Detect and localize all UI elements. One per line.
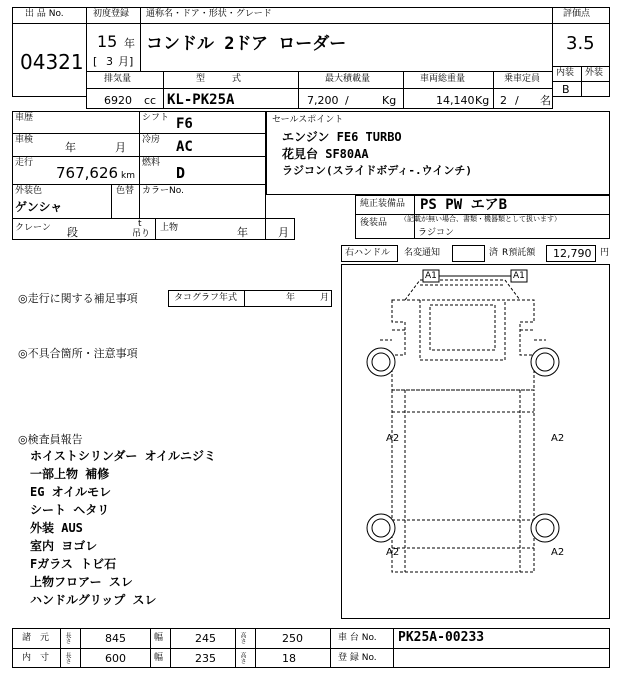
damage-mark: A2	[551, 433, 565, 444]
max-load-label: 最大積載量	[325, 74, 371, 84]
interior-label: 内装	[556, 68, 575, 78]
driving-label: ◎走行に関する補足事項	[18, 292, 138, 305]
damage-mark: A2	[386, 433, 400, 444]
len-label: 長さ	[64, 632, 71, 644]
interior-grade: B	[562, 83, 570, 96]
inspection-year: 年	[65, 141, 76, 154]
inspector-line: EG オイルモレ	[30, 485, 112, 499]
reg-year: 15	[97, 32, 118, 51]
capacity-label: 乗車定員	[504, 74, 541, 84]
tacho-label: タコグラフ年式	[174, 293, 238, 303]
exterior-label: 外装	[585, 68, 604, 78]
inspection-month: 月	[115, 141, 126, 154]
damage-mark: A1	[425, 271, 437, 281]
color-no-label: 色替	[116, 186, 135, 196]
first-reg-label: 初度登録	[93, 9, 130, 19]
gross-weight-label: 車両総重量	[420, 74, 466, 84]
len-label: 長さ	[64, 652, 71, 664]
sales-line: エンジン FE6 TURBO	[282, 130, 402, 144]
chassis: PK25A-00233	[398, 630, 485, 645]
inspection-label: 車検	[15, 135, 34, 145]
name-change-label: 名変通知	[404, 248, 441, 258]
name-label: 通称名・ドア・形状・グレード	[146, 9, 272, 19]
ext-color-label: 外装色	[15, 186, 43, 196]
inspector-line: ホイストシリンダー オイルニジミ	[30, 449, 217, 463]
displacement-unit: cc	[144, 94, 157, 107]
crane-up-label: 上物	[160, 223, 179, 233]
dims-row2-label: 内 寸	[22, 653, 50, 663]
history-label: 車歴	[15, 113, 34, 123]
sales-line: 花見台 SF80AA	[282, 147, 369, 161]
defects-label: ◎不具合箇所・注意事項	[18, 347, 138, 360]
inspector-line: シート ヘタリ	[30, 503, 110, 517]
fuel-label: 燃料	[142, 158, 161, 168]
recycle-label: R預託額	[502, 248, 536, 258]
crane-ton-top: t	[138, 219, 142, 229]
dims-row1-width: 245	[195, 632, 216, 645]
crane-month: 月	[278, 226, 289, 239]
max-load: 7,200	[307, 94, 339, 107]
crane-label: クレーン	[15, 223, 51, 233]
crane-year: 年	[237, 226, 248, 239]
model-label: 型 式	[196, 74, 242, 84]
dims-row2-length: 600	[105, 652, 126, 665]
tacho-year: 年	[286, 293, 296, 303]
color-code-label: カラーNo.	[142, 186, 184, 196]
aftermarket-label: 後装品	[360, 218, 388, 228]
height-label: 高さ	[239, 652, 246, 664]
lot-no: 04321	[20, 50, 84, 74]
reg-month: 3	[106, 55, 113, 68]
ac: AC	[176, 139, 193, 155]
width-label: 幅	[154, 633, 164, 643]
reg-month-unit: 月]	[118, 55, 134, 68]
ac-label: 冷房	[142, 135, 161, 145]
rating: 3.5	[566, 33, 595, 54]
reg-month-open: [	[93, 55, 98, 68]
gross-weight: 14,140	[436, 94, 475, 107]
damage-mark: A2	[551, 547, 565, 558]
shift-label: シフト	[142, 113, 170, 123]
height-label: 高さ	[239, 632, 246, 644]
vehicle-name: コンドル 2ドア ローダー	[146, 34, 347, 54]
gross-weight-unit: Kg	[475, 94, 490, 107]
max-load-sep: /	[345, 94, 349, 107]
dims-row2-height: 18	[282, 652, 296, 665]
crane-ton: 吊り	[132, 229, 151, 239]
inspector-line: Fガラス トビ石	[30, 557, 117, 571]
inspector-label: ◎検査員報告	[18, 433, 83, 446]
mileage-label: 走行	[15, 158, 34, 168]
rhd: 右ハンドル	[345, 248, 391, 258]
sales-title: セールスポイント	[272, 115, 344, 125]
inspector-line: 一部上物 補修	[30, 467, 110, 481]
aftermarket-note: （記載が無い場合、書類・機器類として扱います）	[400, 215, 561, 223]
capacity-sep: /	[515, 94, 519, 107]
crane-stage: 段	[67, 226, 78, 239]
shift: F6	[176, 116, 193, 132]
capacity-unit: 名	[540, 94, 551, 107]
recycle: 12,790	[553, 247, 592, 260]
recycle-unit: 円	[600, 248, 610, 258]
aftermarket: ラジコン	[418, 228, 455, 238]
max-load-unit: Kg	[382, 94, 397, 107]
displacement: 6920	[104, 94, 132, 107]
fuel: D	[176, 164, 186, 182]
genuine-label: 純正装備品	[360, 199, 406, 209]
reg-year-unit: 年	[124, 37, 135, 50]
displacement-label: 排気量	[104, 74, 132, 84]
dims-row1-length: 845	[105, 632, 126, 645]
name-change-unit: 済	[489, 248, 499, 258]
dims-row2-width: 235	[195, 652, 216, 665]
inspector-line: 外装 AUS	[30, 521, 83, 535]
chassis-label: 車 台 No.	[338, 633, 377, 643]
mileage: 767,626	[56, 164, 119, 182]
dims-row1-label: 諸 元	[22, 633, 50, 643]
registration-label: 登 録 No.	[338, 653, 377, 663]
damage-mark: A2	[386, 547, 400, 558]
inspector-line: 上物フロアー スレ	[30, 575, 133, 589]
genuine: PS PW エアB	[420, 197, 508, 213]
ext-color: ゲンシャ	[15, 200, 63, 214]
mileage-unit: km	[121, 171, 135, 181]
lot-no-label: 出 品 No.	[25, 9, 64, 19]
capacity: 2	[500, 94, 507, 107]
model: KL-PK25A	[167, 92, 235, 108]
width-label: 幅	[154, 653, 164, 663]
dims-row1-height: 250	[282, 632, 303, 645]
tacho-month: 月	[320, 293, 330, 303]
sales-line: ラジコン(スライドボディ-.ウインチ)	[282, 164, 472, 177]
inspector-line: ハンドルグリップ スレ	[30, 593, 157, 607]
damage-mark: A1	[513, 271, 525, 281]
inspector-line: 室内 ヨゴレ	[30, 539, 98, 553]
rating-label: 評価点	[563, 9, 591, 19]
